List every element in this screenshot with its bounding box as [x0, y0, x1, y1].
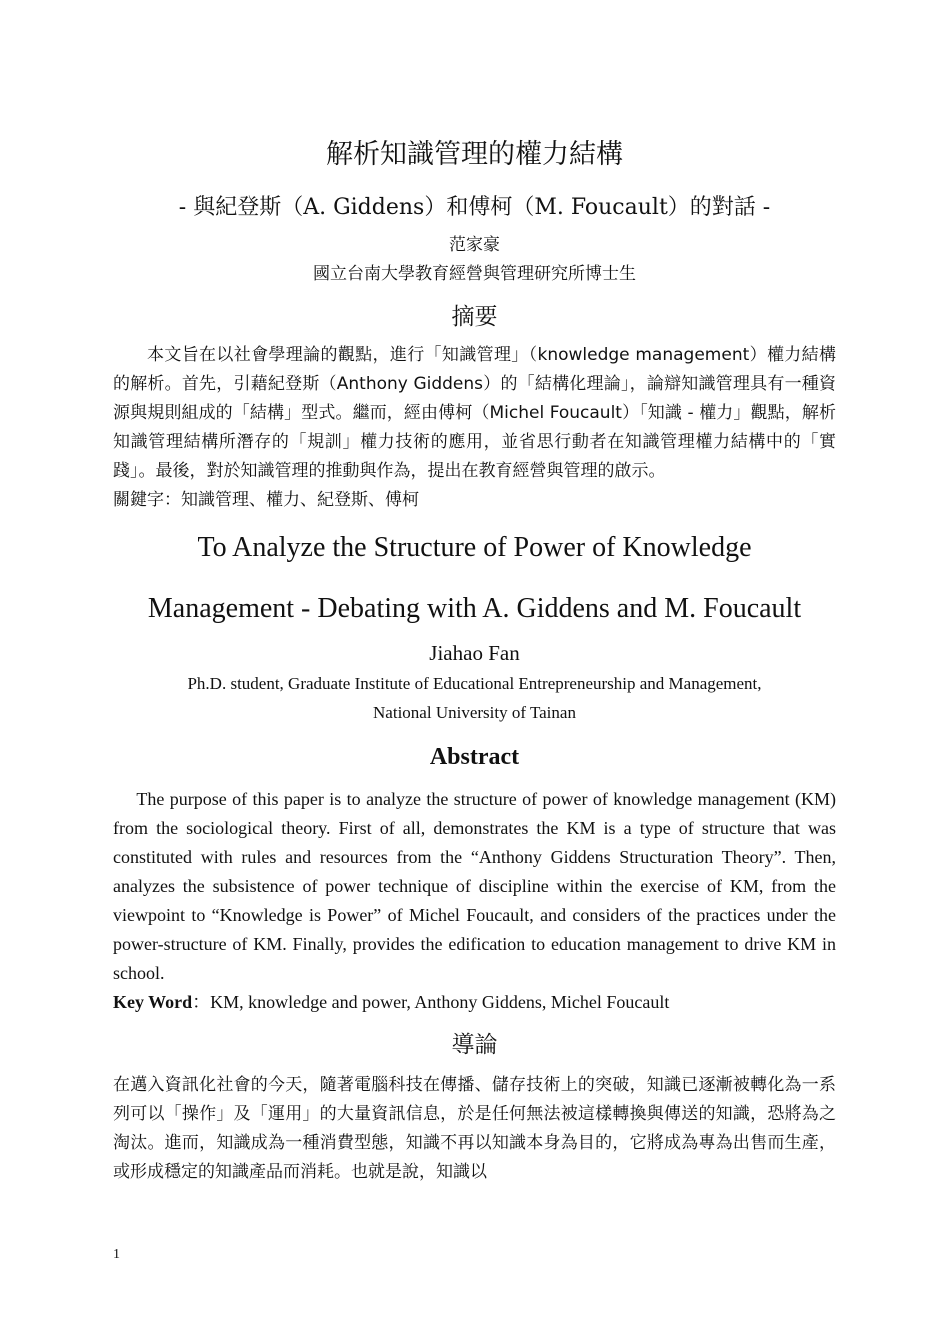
author-zh: 范家豪 — [449, 235, 500, 255]
abstract-en: The purpose of this paper is to analyze the structure of power of knowledge management (KM) from the sociological theory. First of all, demonstrates the KM is a type of structure that was constituted with rules and resources from the “Anthony Giddens Structuration Theory”. Then, analyzes the subsistence of power technique of discipline within the exercise of KM, from the viewpoint to “Knowledge is Power” of Michel Foucault, and considers of the practices under the power-structure of KM. Finally, provides the edification to education management to drive KM in school. — [113, 789, 836, 983]
title-en-line2: Management - Debating with A. Giddens and M. Foucault — [147, 593, 802, 624]
author-en: Jiahao Fan — [429, 641, 520, 665]
keywords-en — [113, 988, 836, 1017]
intro-zh: 在邁入資訊化社會的今天，隨著電腦科技在傳播、儲存技術上的突破，知識已逐漸被轉化為一系列可以「操作」及「運用」的大量資訊信息，於是任何無法被這樣轉換與傳送的知識，恐將為之淘汰。進而，知識成為一種消費型態，知識不再以知識本身為目的，它將成為專為出售而生產，或形成穩定的知識產品而消耗。也就是說，知識以 — [113, 1075, 836, 1182]
affiliation-en-line2: National University of Tainan — [373, 703, 576, 722]
keywords-en-list: KM, knowledge and power, Anthony Giddens, Michel Foucault — [210, 992, 670, 1012]
paper-page — [113, 135, 836, 1187]
abstract-heading-en: Abstract — [429, 744, 520, 770]
abstract-zh: 本文旨在以社會學理論的觀點，進行「知識管理」（knowledge management）權力結構的解析。首先，引藉紀登斯（Anthony Giddens）的「結構化理論」，論辯知識管理具有一種資源與規則組成的「結構」型式。繼而，經由傅柯（Michel Foucault）「知識 - 權力」觀點，解析知識管理結構所潛存的「規訓」權力技術的應用，並省思行動者在知識管理權力結構中的「實踐」。最後，對於知識管理的推動與作為，提出在教育經營與管理的啟示。 — [113, 345, 836, 481]
keywords-en-label: Key Word — [113, 992, 193, 1012]
subtitle-zh: - 與紀登斯（A. Giddens）和傅柯（M. Foucault）的對話 - — [178, 195, 771, 220]
intro-heading-zh: 導論 — [451, 1032, 498, 1058]
keywords-en-colon: ： — [192, 992, 211, 1013]
page-number: 1 — [113, 1247, 120, 1262]
title-zh: 解析知識管理的權力結構 — [326, 139, 623, 170]
keywords-zh: 關鍵字：知識管理、權力、紀登斯、傅柯 — [113, 490, 419, 510]
affiliation-zh: 國立台南大學教育經營與管理研究所博士生 — [313, 264, 636, 284]
title-en-line1: To Analyze the Structure of Power of Knowledge — [197, 532, 752, 563]
abstract-heading-zh: 摘要 — [451, 304, 498, 330]
affiliation-en-line1: Ph.D. student, Graduate Institute of Educational Entrepreneurship and Management, — [187, 674, 762, 693]
